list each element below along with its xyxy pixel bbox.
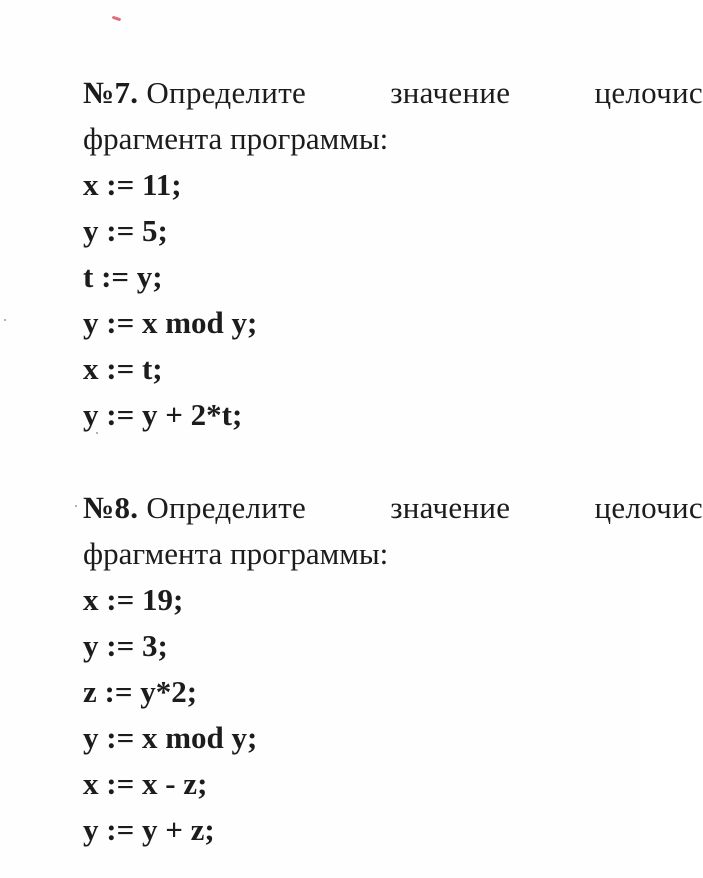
code-line: x := 19; (83, 582, 184, 617)
code-line: x := t; (83, 351, 163, 386)
heading-word: целочис (594, 490, 703, 525)
heading-word: Определите (146, 490, 307, 525)
code-line: y := 3; (83, 628, 168, 663)
stray-red-mark (112, 16, 121, 22)
code-line: z := y*2; (83, 674, 198, 709)
task-subheading: фрагмента программы: (83, 121, 389, 156)
task-subheading: фрагмента программы: (83, 536, 389, 571)
task-8 (83, 485, 703, 853)
task-heading (83, 70, 703, 116)
code-line: y := x mod y; (83, 720, 258, 755)
code-line: t := y; (83, 259, 163, 294)
scan-speck (4, 319, 6, 321)
code-line: y := y + 2*t; (83, 397, 243, 432)
task-7 (83, 70, 703, 438)
heading-word: значение (390, 75, 511, 110)
heading-word: значение (390, 490, 511, 525)
heading-word: Определите (146, 75, 307, 110)
task-number: №8. (83, 490, 139, 525)
code-line: x := x - z; (83, 766, 208, 801)
code-line: y := 5; (83, 213, 168, 248)
code-line: y := x mod y; (83, 305, 258, 340)
code-line: x := 11; (83, 167, 182, 202)
scan-speck (75, 505, 77, 507)
task-heading (83, 485, 703, 531)
code-line: y := y + z; (83, 812, 215, 847)
heading-word: целочис (594, 75, 703, 110)
task-number: №7. (83, 75, 139, 110)
